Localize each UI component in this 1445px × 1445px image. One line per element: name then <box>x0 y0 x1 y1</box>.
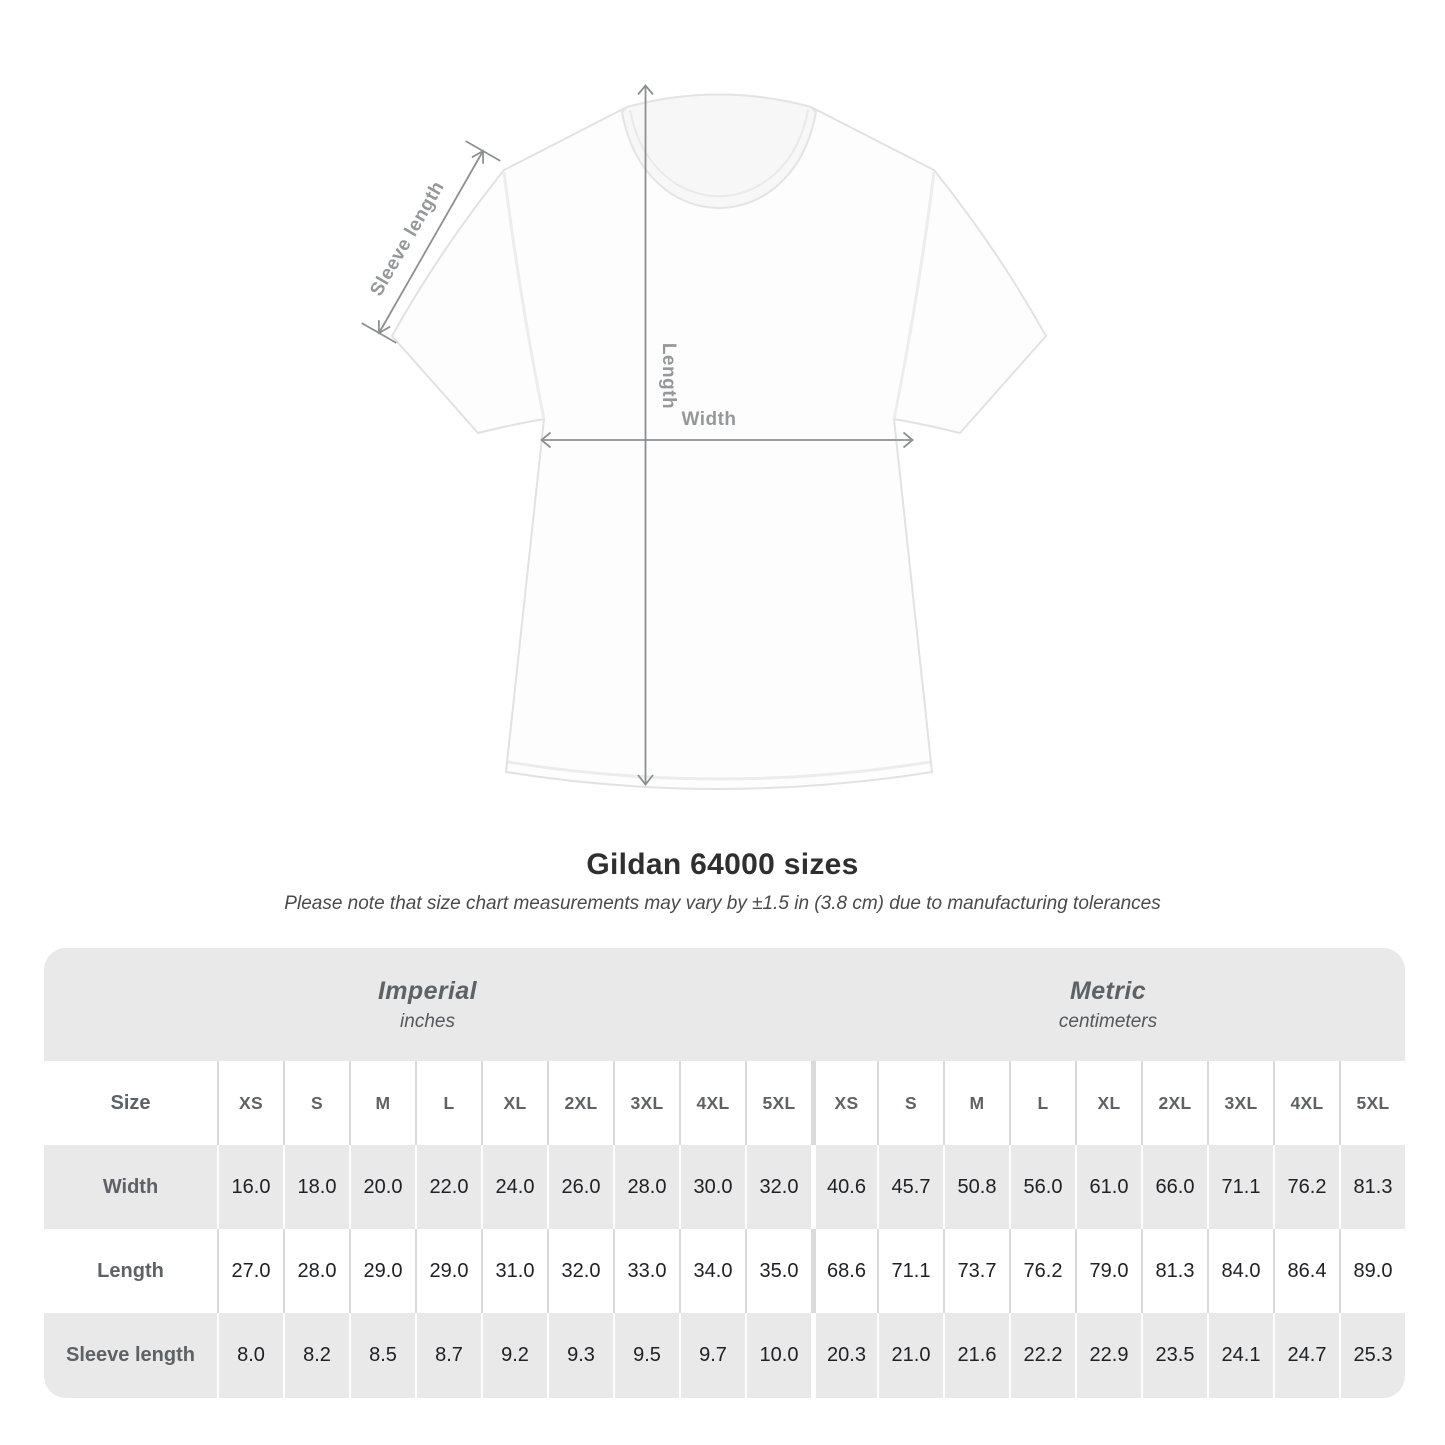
table-row-length <box>44 1229 1405 1313</box>
value-length-metric-xs: 68.6 <box>811 1229 877 1313</box>
size-column-header-metric-2xl: 2XL <box>1141 1061 1207 1145</box>
value-sleeve-length-imperial-l: 8.7 <box>415 1313 481 1398</box>
imperial-title: Imperial <box>377 976 478 1005</box>
table-row-width <box>44 1145 1405 1229</box>
metric-header <box>811 948 1405 1061</box>
value-width-metric-xs: 40.6 <box>811 1145 877 1229</box>
value-sleeve-length-metric-s: 21.0 <box>877 1313 943 1398</box>
size-column-header-metric-xl: XL <box>1075 1061 1141 1145</box>
value-width-metric-m: 50.8 <box>943 1145 1009 1229</box>
value-length-metric-m: 73.7 <box>943 1229 1009 1313</box>
size-column-header-metric-xs: XS <box>811 1061 877 1145</box>
value-sleeve-length-imperial-xl: 9.2 <box>481 1313 547 1398</box>
row-label-sleeve-length: Sleeve length <box>66 1344 195 1366</box>
size-column-header-metric-4xl: 4XL <box>1273 1061 1339 1145</box>
value-sleeve-length-metric-4xl: 24.7 <box>1273 1313 1339 1398</box>
value-length-imperial-3xl: 33.0 <box>613 1229 679 1313</box>
value-width-imperial-2xl: 26.0 <box>547 1145 613 1229</box>
tolerance-note: Please note that size chart measurements may vary by ±1.5 in (3.8 cm) due to manufacturing tolerances <box>284 893 1161 914</box>
size-column-header-imperial-l: L <box>415 1061 481 1145</box>
size-column-header-imperial-xl: XL <box>481 1061 547 1145</box>
value-sleeve-length-imperial-m: 8.5 <box>349 1313 415 1398</box>
value-width-metric-3xl: 71.1 <box>1207 1145 1273 1229</box>
value-sleeve-length-metric-xs: 20.3 <box>811 1313 877 1398</box>
imperial-header <box>44 948 811 1061</box>
sleeve-length-label: Sleeve length <box>366 177 449 300</box>
value-length-imperial-xl: 31.0 <box>481 1229 547 1313</box>
value-length-imperial-m: 29.0 <box>349 1229 415 1313</box>
value-width-metric-s: 45.7 <box>877 1145 943 1229</box>
size-header: Size <box>110 1091 151 1114</box>
value-width-metric-2xl: 66.0 <box>1141 1145 1207 1229</box>
value-sleeve-length-metric-2xl: 23.5 <box>1141 1313 1207 1398</box>
width-label: Width <box>681 409 737 430</box>
value-length-metric-4xl: 86.4 <box>1273 1229 1339 1313</box>
value-width-metric-xl: 61.0 <box>1075 1145 1141 1229</box>
row-label-width: Width <box>102 1175 159 1198</box>
value-width-imperial-4xl: 30.0 <box>679 1145 745 1229</box>
metric-unit: centimeters <box>1058 1010 1158 1032</box>
value-sleeve-length-metric-xl: 22.9 <box>1075 1313 1141 1398</box>
size-column-header-imperial-4xl: 4XL <box>679 1061 745 1145</box>
value-width-imperial-l: 22.0 <box>415 1145 481 1229</box>
value-width-imperial-s: 18.0 <box>283 1145 349 1229</box>
value-length-imperial-4xl: 34.0 <box>679 1229 745 1313</box>
size-column-header-imperial-5xl: 5XL <box>745 1061 811 1145</box>
size-column-header-imperial-3xl: 3XL <box>613 1061 679 1145</box>
value-length-metric-5xl: 89.0 <box>1339 1229 1405 1313</box>
size-column-header-imperial-s: S <box>283 1061 349 1145</box>
value-sleeve-length-metric-l: 22.2 <box>1009 1313 1075 1398</box>
size-column-header-metric-l: L <box>1009 1061 1075 1145</box>
value-sleeve-length-metric-m: 21.6 <box>943 1313 1009 1398</box>
length-label: Length <box>658 342 679 410</box>
value-sleeve-length-metric-3xl: 24.1 <box>1207 1313 1273 1398</box>
size-column-header-metric-5xl: 5XL <box>1339 1061 1405 1145</box>
tshirt-silhouette <box>392 95 1046 790</box>
value-length-metric-3xl: 84.0 <box>1207 1229 1273 1313</box>
size-column-header-metric-3xl: 3XL <box>1207 1061 1273 1145</box>
value-width-imperial-m: 20.0 <box>349 1145 415 1229</box>
size-column-header-metric-s: S <box>877 1061 943 1145</box>
value-sleeve-length-imperial-xs: 8.0 <box>217 1313 283 1398</box>
value-length-imperial-l: 29.0 <box>415 1229 481 1313</box>
page-title: Gildan 64000 sizes <box>586 848 859 881</box>
value-sleeve-length-imperial-s: 8.2 <box>283 1313 349 1398</box>
value-width-metric-5xl: 81.3 <box>1339 1145 1405 1229</box>
imperial-unit: inches <box>400 1010 455 1032</box>
row-label-length: Length <box>97 1259 164 1282</box>
value-length-metric-xl: 79.0 <box>1075 1229 1141 1313</box>
value-length-metric-s: 71.1 <box>877 1229 943 1313</box>
value-length-imperial-2xl: 32.0 <box>547 1229 613 1313</box>
unit-header-row <box>44 948 1405 1061</box>
size-column-header-imperial-xs: XS <box>217 1061 283 1145</box>
value-width-imperial-5xl: 32.0 <box>745 1145 811 1229</box>
metric-title: Metric <box>1069 976 1147 1005</box>
size-column-header-metric-m: M <box>943 1061 1009 1145</box>
value-length-imperial-xs: 27.0 <box>217 1229 283 1313</box>
value-sleeve-length-imperial-2xl: 9.3 <box>547 1313 613 1398</box>
size-column-header-imperial-2xl: 2XL <box>547 1061 613 1145</box>
table-row-sleeve-length <box>44 1313 1405 1398</box>
size-table <box>44 948 1405 1398</box>
value-sleeve-length-imperial-3xl: 9.5 <box>613 1313 679 1398</box>
value-sleeve-length-imperial-4xl: 9.7 <box>679 1313 745 1398</box>
value-width-metric-4xl: 76.2 <box>1273 1145 1339 1229</box>
value-width-metric-l: 56.0 <box>1009 1145 1075 1229</box>
value-width-imperial-xs: 16.0 <box>217 1145 283 1229</box>
value-sleeve-length-imperial-5xl: 10.0 <box>745 1313 811 1398</box>
size-header-row <box>44 1061 1405 1145</box>
value-length-metric-l: 76.2 <box>1009 1229 1075 1313</box>
value-length-metric-2xl: 81.3 <box>1141 1229 1207 1313</box>
value-length-imperial-5xl: 35.0 <box>745 1229 811 1313</box>
size-column-header-imperial-m: M <box>349 1061 415 1145</box>
value-length-imperial-s: 28.0 <box>283 1229 349 1313</box>
value-width-imperial-xl: 24.0 <box>481 1145 547 1229</box>
value-sleeve-length-metric-5xl: 25.3 <box>1339 1313 1405 1398</box>
value-width-imperial-3xl: 28.0 <box>613 1145 679 1229</box>
